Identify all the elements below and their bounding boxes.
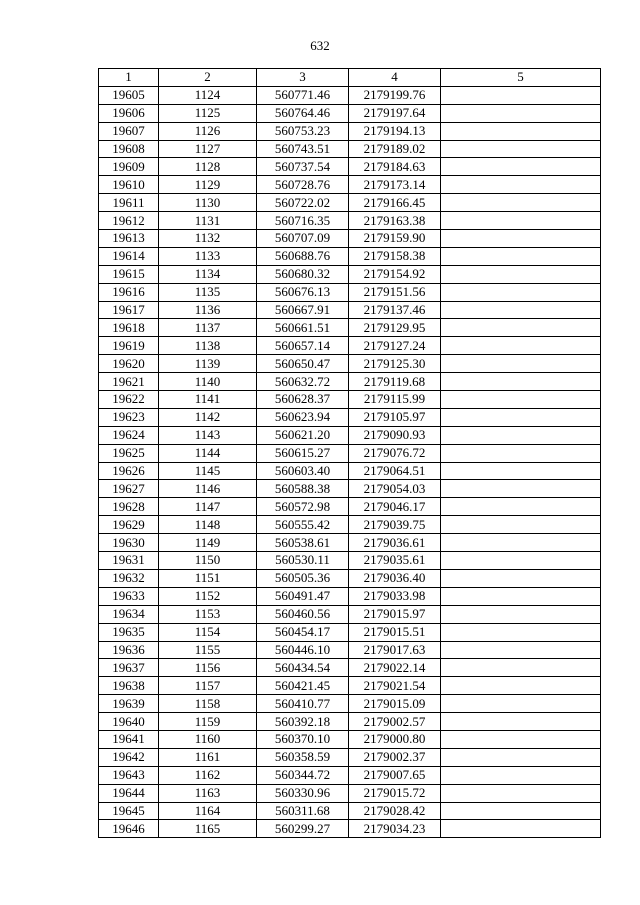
table-cell — [441, 86, 601, 104]
column-header: 4 — [349, 69, 441, 87]
table-cell: 2179015.72 — [349, 784, 441, 802]
table-cell: 19605 — [99, 86, 159, 104]
table-cell: 2179021.54 — [349, 677, 441, 695]
table-cell: 2179184.63 — [349, 158, 441, 176]
table-cell: 560555.42 — [257, 516, 349, 534]
table-cell: 1133 — [159, 247, 257, 265]
table-row — [99, 86, 601, 104]
table-cell: 1160 — [159, 730, 257, 748]
table-cell: 2179054.03 — [349, 480, 441, 498]
table-cell: 560621.20 — [257, 426, 349, 444]
table-cell: 2179007.65 — [349, 766, 441, 784]
table-cell — [441, 355, 601, 373]
table-cell — [441, 230, 601, 248]
table-row — [99, 122, 601, 140]
table-row — [99, 194, 601, 212]
table-cell: 1163 — [159, 784, 257, 802]
table-cell: 560667.91 — [257, 301, 349, 319]
table-cell: 560603.40 — [257, 462, 349, 480]
table-cell: 19639 — [99, 695, 159, 713]
table-cell — [441, 552, 601, 570]
table-cell: 1127 — [159, 140, 257, 158]
table-cell: 19638 — [99, 677, 159, 695]
table-cell: 19621 — [99, 373, 159, 391]
table-row — [99, 498, 601, 516]
table-cell: 19616 — [99, 283, 159, 301]
table-row — [99, 104, 601, 122]
table-cell: 19640 — [99, 713, 159, 731]
table-cell: 2179022.14 — [349, 659, 441, 677]
table-cell: 19611 — [99, 194, 159, 212]
table-cell: 560615.27 — [257, 444, 349, 462]
table-cell: 1157 — [159, 677, 257, 695]
table-cell — [441, 802, 601, 820]
table-cell: 1128 — [159, 158, 257, 176]
table-cell — [441, 534, 601, 552]
table-cell — [441, 766, 601, 784]
table-cell: 1137 — [159, 319, 257, 337]
table-cell — [441, 587, 601, 605]
table-cell: 19628 — [99, 498, 159, 516]
table-cell — [441, 516, 601, 534]
table-row — [99, 301, 601, 319]
table-cell: 560737.54 — [257, 158, 349, 176]
table-cell — [441, 569, 601, 587]
table-cell: 1151 — [159, 569, 257, 587]
column-header: 3 — [257, 69, 349, 87]
table-cell: 19620 — [99, 355, 159, 373]
table-cell: 2179015.97 — [349, 605, 441, 623]
table-cell: 1148 — [159, 516, 257, 534]
column-header: 5 — [441, 69, 601, 87]
table-row — [99, 408, 601, 426]
table-cell: 2179125.30 — [349, 355, 441, 373]
table-cell: 1134 — [159, 265, 257, 283]
table-cell: 2179119.68 — [349, 373, 441, 391]
table-cell: 560358.59 — [257, 748, 349, 766]
table-cell — [441, 176, 601, 194]
table-cell: 560707.09 — [257, 230, 349, 248]
table-cell: 2179036.40 — [349, 569, 441, 587]
table-cell: 560676.13 — [257, 283, 349, 301]
table-cell: 1147 — [159, 498, 257, 516]
table-cell: 19630 — [99, 534, 159, 552]
table-cell: 560370.10 — [257, 730, 349, 748]
table-cell — [441, 730, 601, 748]
table-cell: 560728.76 — [257, 176, 349, 194]
table-cell — [441, 265, 601, 283]
table-cell: 2179090.93 — [349, 426, 441, 444]
table-cell: 560680.32 — [257, 265, 349, 283]
table-row — [99, 748, 601, 766]
table-cell: 19612 — [99, 212, 159, 230]
table-cell: 1142 — [159, 408, 257, 426]
table-cell: 2179151.56 — [349, 283, 441, 301]
table-row — [99, 140, 601, 158]
table-cell: 1158 — [159, 695, 257, 713]
table-cell: 560623.94 — [257, 408, 349, 426]
table-body — [99, 86, 601, 837]
table-cell: 2179163.38 — [349, 212, 441, 230]
table-cell: 2179115.99 — [349, 391, 441, 409]
table-cell: 19644 — [99, 784, 159, 802]
table-cell: 1124 — [159, 86, 257, 104]
table-cell: 19626 — [99, 462, 159, 480]
table-cell: 2179129.95 — [349, 319, 441, 337]
column-header: 2 — [159, 69, 257, 87]
table-cell: 560628.37 — [257, 391, 349, 409]
table-cell: 2179105.97 — [349, 408, 441, 426]
table-row — [99, 641, 601, 659]
table-cell — [441, 605, 601, 623]
table-cell: 19631 — [99, 552, 159, 570]
table-cell: 19622 — [99, 391, 159, 409]
table-cell — [441, 426, 601, 444]
table-cell — [441, 408, 601, 426]
table-row — [99, 605, 601, 623]
table-cell: 1139 — [159, 355, 257, 373]
table-cell — [441, 373, 601, 391]
table-cell: 1152 — [159, 587, 257, 605]
table-cell: 1164 — [159, 802, 257, 820]
table-row — [99, 516, 601, 534]
table-cell — [441, 247, 601, 265]
table-cell: 2179154.92 — [349, 265, 441, 283]
table-cell: 560299.27 — [257, 820, 349, 838]
table-cell: 1132 — [159, 230, 257, 248]
table-cell: 19634 — [99, 605, 159, 623]
table-cell: 2179033.98 — [349, 587, 441, 605]
table-cell: 19609 — [99, 158, 159, 176]
table-cell: 560743.51 — [257, 140, 349, 158]
table-cell: 2179002.37 — [349, 748, 441, 766]
table-cell: 19627 — [99, 480, 159, 498]
table-cell: 19637 — [99, 659, 159, 677]
table-row — [99, 623, 601, 641]
table-row — [99, 355, 601, 373]
table-row — [99, 373, 601, 391]
table-cell — [441, 623, 601, 641]
table-cell: 19629 — [99, 516, 159, 534]
table-cell: 2179159.90 — [349, 230, 441, 248]
table-cell — [441, 319, 601, 337]
table-cell: 1145 — [159, 462, 257, 480]
table-cell: 560538.61 — [257, 534, 349, 552]
table-cell: 1135 — [159, 283, 257, 301]
table-cell: 560505.36 — [257, 569, 349, 587]
table-cell: 1165 — [159, 820, 257, 838]
table-cell: 2179166.45 — [349, 194, 441, 212]
table-cell: 560753.23 — [257, 122, 349, 140]
table-cell: 19624 — [99, 426, 159, 444]
table-cell: 560716.35 — [257, 212, 349, 230]
table-row — [99, 230, 601, 248]
table-cell: 2179034.23 — [349, 820, 441, 838]
table-cell: 19608 — [99, 140, 159, 158]
table-cell: 2179173.14 — [349, 176, 441, 194]
table-cell: 1153 — [159, 605, 257, 623]
table-cell: 560722.02 — [257, 194, 349, 212]
table-row — [99, 265, 601, 283]
table-cell: 19635 — [99, 623, 159, 641]
table-cell — [441, 695, 601, 713]
table-row — [99, 730, 601, 748]
table-row — [99, 695, 601, 713]
table-cell: 560572.98 — [257, 498, 349, 516]
table-cell: 1143 — [159, 426, 257, 444]
table-cell: 1154 — [159, 623, 257, 641]
table-cell — [441, 158, 601, 176]
table-cell — [441, 122, 601, 140]
table-cell: 560311.68 — [257, 802, 349, 820]
table-cell: 560530.11 — [257, 552, 349, 570]
table-cell: 19641 — [99, 730, 159, 748]
table-cell: 1146 — [159, 480, 257, 498]
table-cell — [441, 444, 601, 462]
table-cell: 1130 — [159, 194, 257, 212]
table-cell: 19623 — [99, 408, 159, 426]
table-row — [99, 677, 601, 695]
table-cell — [441, 462, 601, 480]
table-cell: 1150 — [159, 552, 257, 570]
table-cell: 560454.17 — [257, 623, 349, 641]
table-cell: 19615 — [99, 265, 159, 283]
table-cell: 19619 — [99, 337, 159, 355]
table-cell: 2179039.75 — [349, 516, 441, 534]
table-cell: 560657.14 — [257, 337, 349, 355]
table-cell: 560330.96 — [257, 784, 349, 802]
table-row — [99, 444, 601, 462]
table-row — [99, 283, 601, 301]
table-cell — [441, 283, 601, 301]
table-cell: 19625 — [99, 444, 159, 462]
table-cell: 560460.56 — [257, 605, 349, 623]
table-row — [99, 659, 601, 677]
table-cell: 560661.51 — [257, 319, 349, 337]
table-cell: 2179046.17 — [349, 498, 441, 516]
table-cell: 19636 — [99, 641, 159, 659]
table-cell: 560588.38 — [257, 480, 349, 498]
table-cell — [441, 140, 601, 158]
table-cell — [441, 748, 601, 766]
coordinates-table — [98, 68, 601, 838]
table-row — [99, 319, 601, 337]
table-cell: 19645 — [99, 802, 159, 820]
table-cell — [441, 480, 601, 498]
table-row — [99, 176, 601, 194]
page-number: 632 — [310, 38, 330, 53]
table-cell: 19607 — [99, 122, 159, 140]
table-row — [99, 766, 601, 784]
table-cell: 1140 — [159, 373, 257, 391]
table-cell: 19632 — [99, 569, 159, 587]
table-cell: 560410.77 — [257, 695, 349, 713]
table-cell: 2179000.80 — [349, 730, 441, 748]
table-row — [99, 569, 601, 587]
table-cell: 560650.47 — [257, 355, 349, 373]
table-cell: 1131 — [159, 212, 257, 230]
table-cell — [441, 641, 601, 659]
table-cell: 2179015.51 — [349, 623, 441, 641]
table-cell: 560771.46 — [257, 86, 349, 104]
table-cell: 2179036.61 — [349, 534, 441, 552]
table-row — [99, 247, 601, 265]
table-row — [99, 713, 601, 731]
table-cell: 19610 — [99, 176, 159, 194]
table-cell — [441, 194, 601, 212]
table-cell: 1162 — [159, 766, 257, 784]
table-cell: 2179002.57 — [349, 713, 441, 731]
table-cell — [441, 212, 601, 230]
table-cell: 2179189.02 — [349, 140, 441, 158]
table-cell: 1155 — [159, 641, 257, 659]
table-cell: 1161 — [159, 748, 257, 766]
table-cell: 19614 — [99, 247, 159, 265]
table-cell: 19613 — [99, 230, 159, 248]
table-cell: 2179035.61 — [349, 552, 441, 570]
table-cell: 560392.18 — [257, 713, 349, 731]
table-cell: 1149 — [159, 534, 257, 552]
column-header: 1 — [99, 69, 159, 87]
table-cell: 1129 — [159, 176, 257, 194]
table-cell: 1159 — [159, 713, 257, 731]
table-cell: 1126 — [159, 122, 257, 140]
table-cell — [441, 784, 601, 802]
table-cell — [441, 391, 601, 409]
table-header-row — [99, 69, 601, 87]
table-row — [99, 784, 601, 802]
table-cell — [441, 713, 601, 731]
table-cell: 2179028.42 — [349, 802, 441, 820]
table-row — [99, 552, 601, 570]
table-cell: 2179197.64 — [349, 104, 441, 122]
table-cell: 1141 — [159, 391, 257, 409]
table-cell: 19617 — [99, 301, 159, 319]
table-cell: 560632.72 — [257, 373, 349, 391]
table-cell — [441, 820, 601, 838]
table-cell: 2179064.51 — [349, 462, 441, 480]
table-cell: 1136 — [159, 301, 257, 319]
table-cell: 560688.76 — [257, 247, 349, 265]
table-row — [99, 337, 601, 355]
table-row — [99, 158, 601, 176]
table-cell: 1125 — [159, 104, 257, 122]
table-row — [99, 480, 601, 498]
table-cell: 19643 — [99, 766, 159, 784]
table-cell: 19646 — [99, 820, 159, 838]
table-row — [99, 426, 601, 444]
table-row — [99, 534, 601, 552]
table-cell: 560344.72 — [257, 766, 349, 784]
table-cell — [441, 104, 601, 122]
table-cell: 1138 — [159, 337, 257, 355]
table-row — [99, 462, 601, 480]
table-cell: 19642 — [99, 748, 159, 766]
table-cell: 2179137.46 — [349, 301, 441, 319]
table-row — [99, 212, 601, 230]
table-row — [99, 820, 601, 838]
table-cell: 1156 — [159, 659, 257, 677]
table-cell — [441, 301, 601, 319]
table-cell: 19606 — [99, 104, 159, 122]
table-cell: 560421.45 — [257, 677, 349, 695]
table-cell: 2179076.72 — [349, 444, 441, 462]
table-cell: 2179194.13 — [349, 122, 441, 140]
table-cell: 560434.54 — [257, 659, 349, 677]
table-cell: 2179015.09 — [349, 695, 441, 713]
table-cell: 560491.47 — [257, 587, 349, 605]
table-cell: 2179017.63 — [349, 641, 441, 659]
table-cell: 19633 — [99, 587, 159, 605]
table-row — [99, 391, 601, 409]
table-cell — [441, 498, 601, 516]
table-cell: 560764.46 — [257, 104, 349, 122]
table-cell — [441, 659, 601, 677]
table-row — [99, 587, 601, 605]
table-cell — [441, 677, 601, 695]
table-row — [99, 802, 601, 820]
table-cell: 1144 — [159, 444, 257, 462]
table-cell: 2179158.38 — [349, 247, 441, 265]
table-cell: 2179199.76 — [349, 86, 441, 104]
table-cell: 19618 — [99, 319, 159, 337]
table-cell: 560446.10 — [257, 641, 349, 659]
table-cell: 2179127.24 — [349, 337, 441, 355]
table-cell — [441, 337, 601, 355]
